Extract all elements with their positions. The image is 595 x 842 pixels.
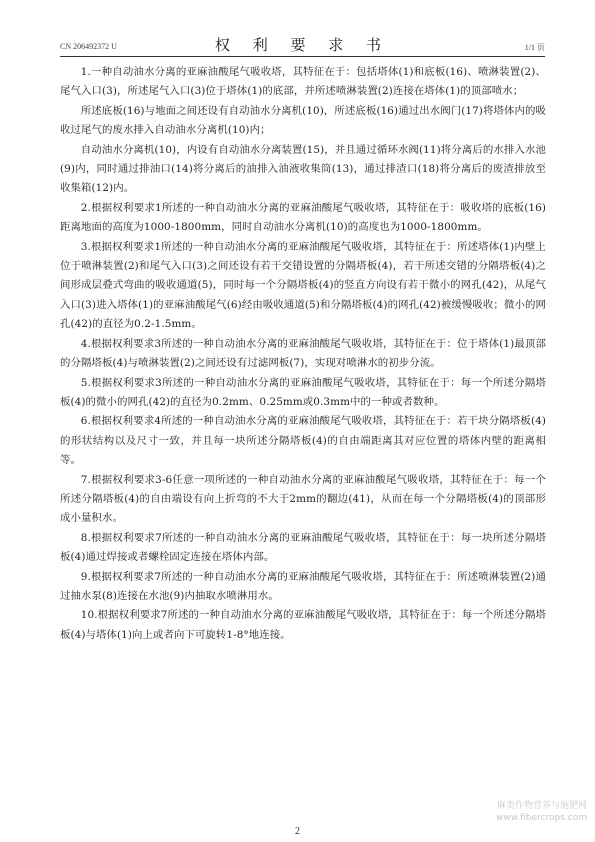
- claim-paragraph: 4.根据权利要求3所述的一种自动油水分离的亚麻油酸尾气吸收塔，其特征在于：位于塔体(1)最顶部的分隔塔板(4)与喷淋装置(2)之间还设有过滤网板(7)，实现对喷淋水的初步分流。: [60, 337, 546, 370]
- claims-body: [60, 63, 546, 645]
- claim-paragraph: 7.根据权利要求3-6任意一项所述的一种自动油水分离的亚麻油酸尾气吸收塔，其特征在于：每一个所述分隔塔板(4)的自由端设有向上折弯的不大于2mm的翻边(41)，从而在每一个分隔塔板(4)的顶部形成小量积水。: [60, 473, 546, 525]
- page-title: 权 利 要 求 书: [214, 36, 391, 54]
- claim-paragraph: 5.根据权利要求3所述的一种自动油水分离的亚麻油酸尾气吸收塔，其特征在于：每一个所述分隔塔板(4)的微小的网孔(42)的直径为0.2mm、0.25mm或0.3mm中的一种或者数种。: [60, 376, 546, 408]
- claim-paragraph: 自动油水分离机(10)，内设有自动油水分离装置(15)，并且通过循环水阀(11)将分离后的水排入水池(9)内，同时通过排油口(14)将分离后的油排入油液收集筒(13)，通过排渣口(18)将分离后的废渣排放至收集箱(12)内。: [60, 143, 546, 195]
- claim-paragraph: 6.根据权利要求4所述的一种自动油水分离的亚麻油酸尾气吸收塔，其特征在于：若干块分隔塔板(4)的形状结构以及尺寸一致，并且每一块所述分隔塔板(4)的自由端距离其对应位置的塔体内壁的距离相等。: [60, 415, 546, 467]
- watermark-url: www.fibercrops.com: [496, 813, 587, 823]
- claim-paragraph: 1.一种自动油水分离的亚麻油酸尾气吸收塔，其特征在于：包括塔体(1)和底板(16)、喷淋装置(2)、尾气入口(3)，所述尾气入口(3)位于塔体(1)的底部，并所述喷淋装置(2)连接在塔体(1)的顶部喷水；: [60, 66, 546, 98]
- claim-paragraph: 8.根据权利要求7所述的一种自动油水分离的亚麻油酸尾气吸收塔，其特征在于：每一块所述分隔塔板(4)通过焊接或者螺栓固定连接在塔体内部。: [60, 531, 546, 564]
- claim-paragraph: 3.根据权利要求1所述的一种自动油水分离的亚麻油酸尾气吸收塔，其特征在于：所述塔体(1)内壁上位于喷淋装置(2)和尾气入口(3)之间还设有若干交错设置的分隔塔板(4)，若干所述交错的分隔塔板(4)之间形成层叠式弯曲的吸收通道(5)，同时每一个分隔塔板(4)的竖直方向设有若干微小的网孔(42)，从尾气入口(3)进入塔体(1)的亚麻油酸尾气(6)经由吸收通道(5)和分隔塔板(4)的网孔(42)被缓慢吸收；微小的网孔(42)的直径为0.2-1.5mm。: [60, 240, 546, 331]
- page-number: 2: [295, 826, 300, 837]
- page-header: [60, 32, 545, 56]
- claim-paragraph: 2.根据权利要求1所述的一种自动油水分离的亚麻油酸尾气吸收塔，其特征在于：吸收塔的底板(16)距离地面的高度为1000-1800mm，同时自动油水分离机(10)的高度也为1000-1800mm。: [60, 201, 546, 234]
- document-number: CN 206492372 U: [60, 42, 117, 51]
- page-indicator: 1/1 页: [524, 43, 545, 52]
- watermark-title: 麻类作物营养与施肥网: [496, 801, 587, 811]
- watermark: [496, 800, 587, 824]
- claim-paragraph: 10.根据权利要求7所述的一种自动油水分离的亚麻油酸尾气吸收塔，其特征在于：每一个所述分隔塔板(4)与塔体(1)向上或者向下可旋转1-8°地连接。: [60, 609, 546, 641]
- header-rule: [60, 56, 545, 57]
- claim-paragraph: 所述底板(16)与地面之间还设有自动油水分离机(10)，所述底板(16)通过出水阀门(17)将塔体内的吸收过尾气的废水排入自动油水分离机(10)内；: [60, 104, 546, 137]
- claim-paragraph: 9.根据权利要求7所述的一种自动油水分离的亚麻油酸尾气吸收塔，其特征在于：所述喷淋装置(2)通过抽水泵(8)连接在水池(9)内抽取水喷淋用水。: [60, 570, 546, 602]
